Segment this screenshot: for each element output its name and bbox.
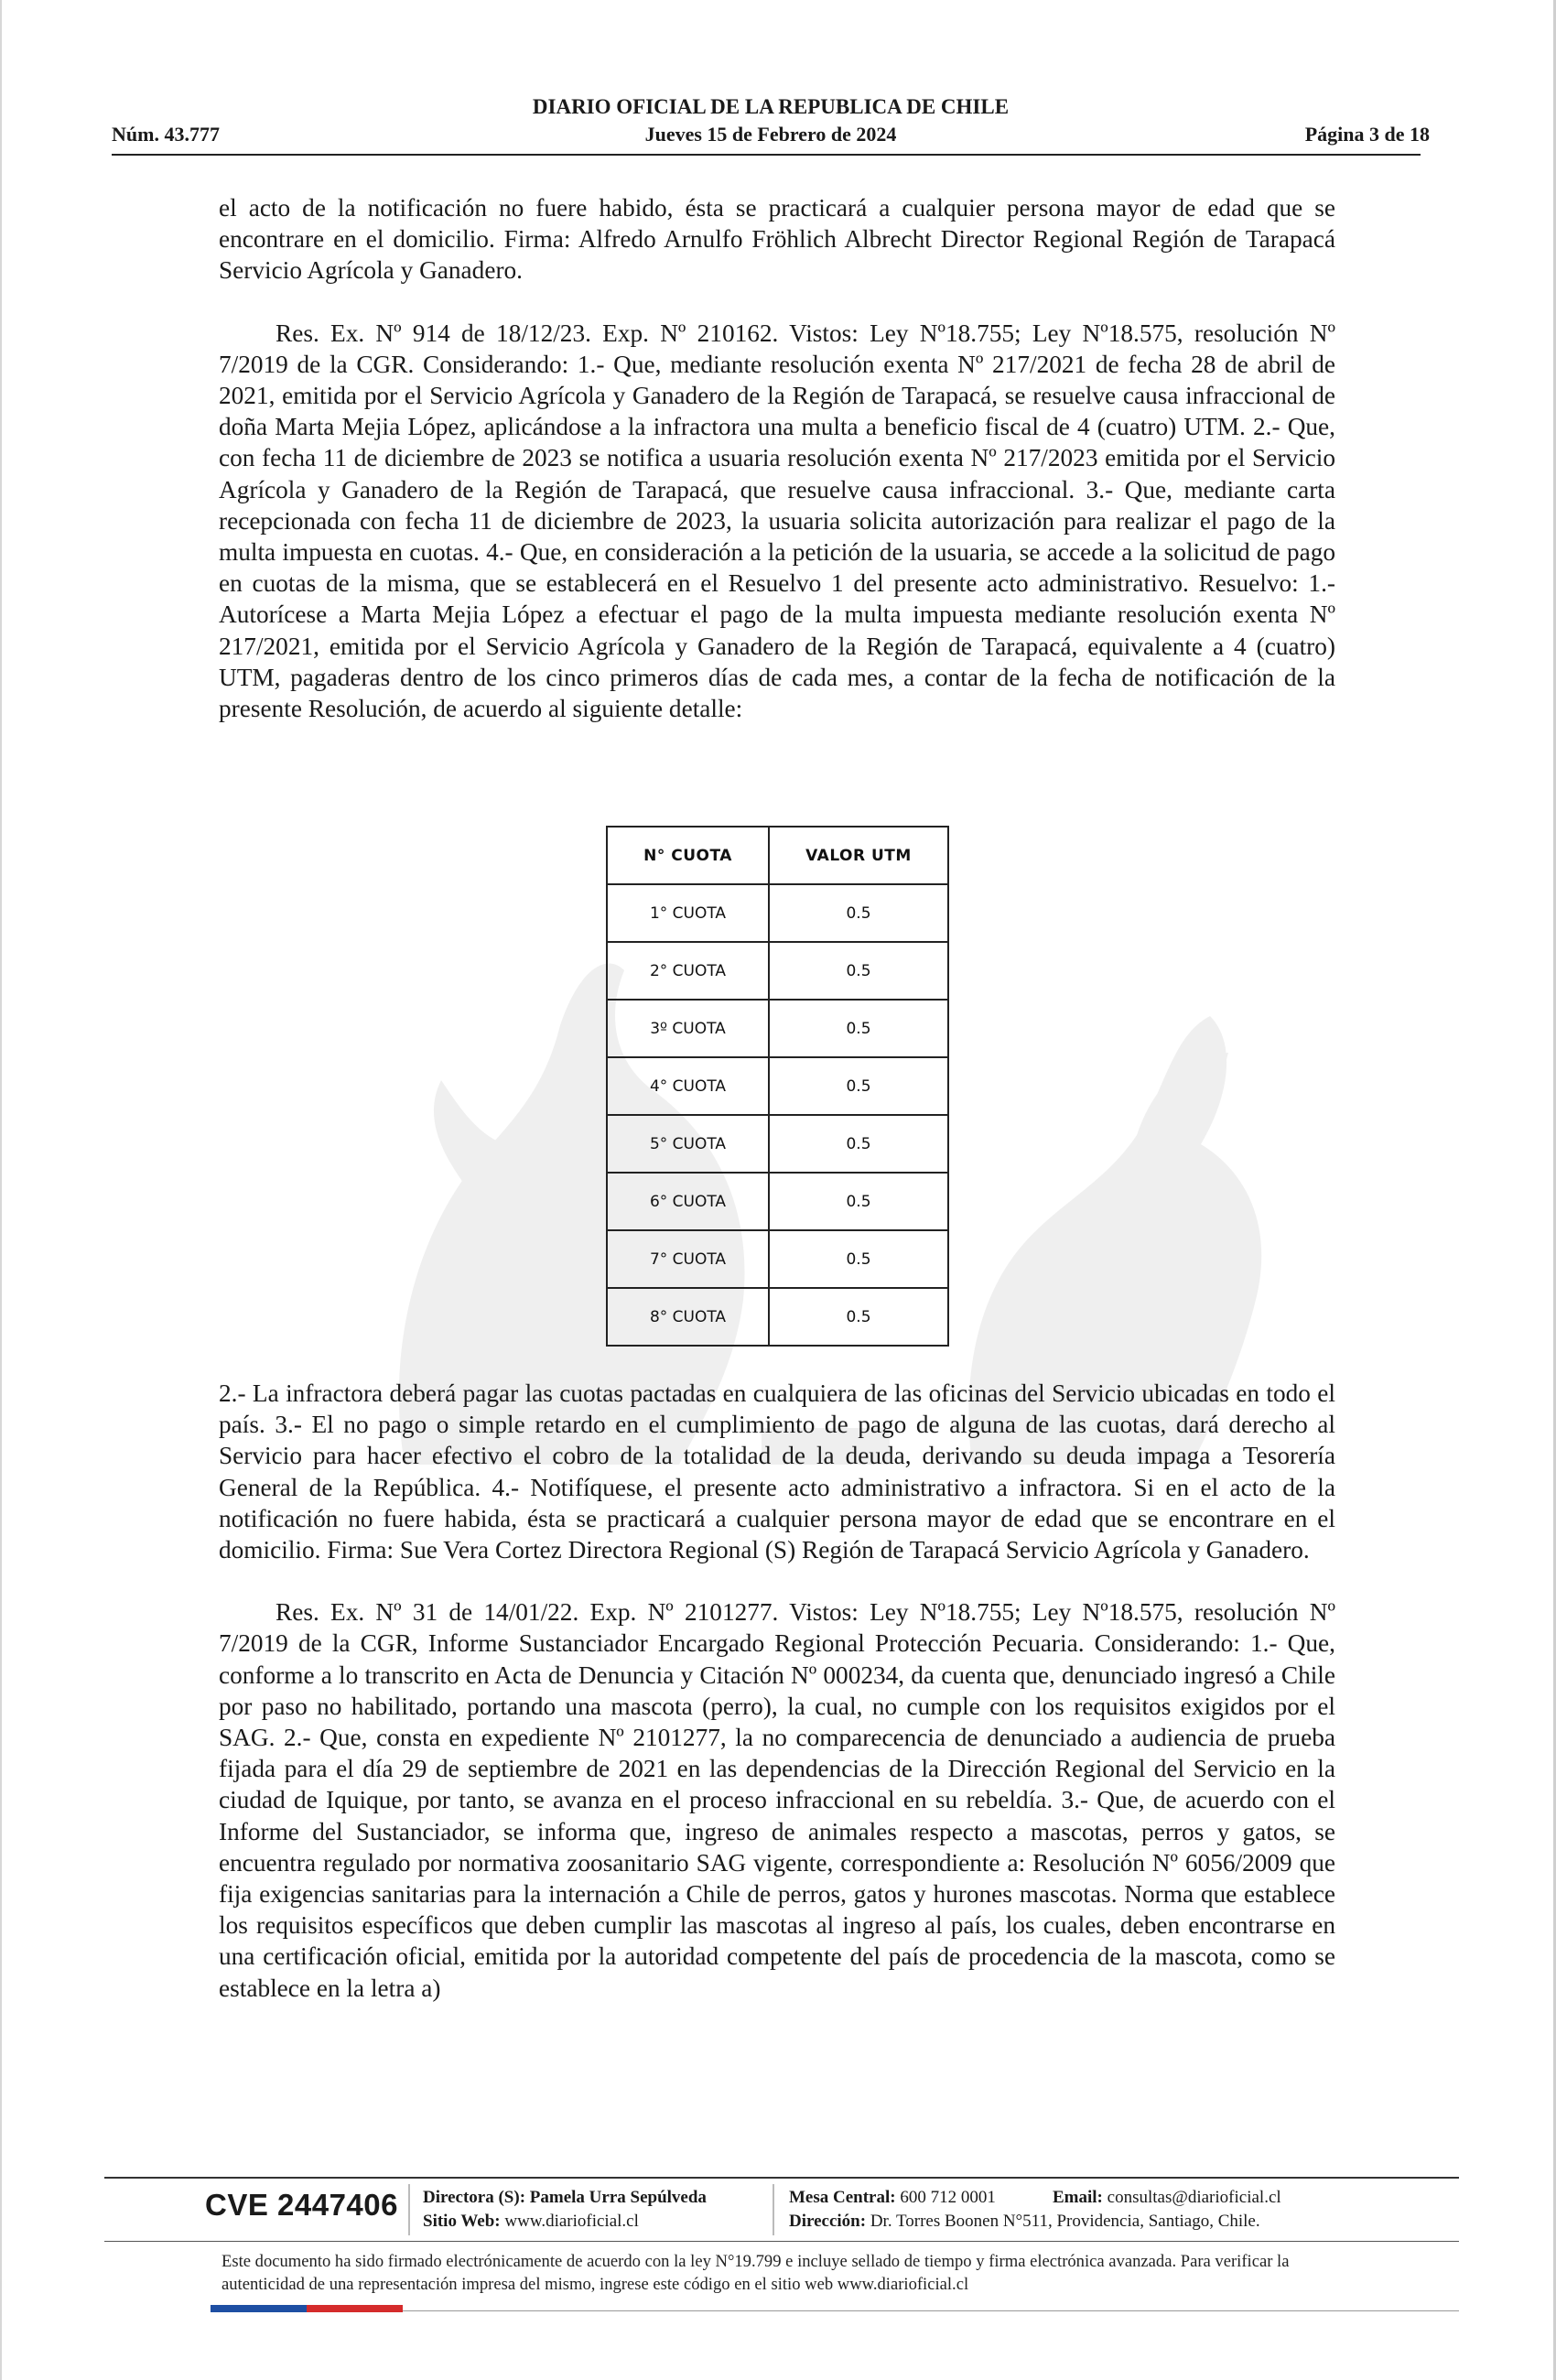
document-body [219, 192, 1335, 724]
address-value: Dr. Torres Boonen N°511, Providencia, Santiago, Chile. [870, 2212, 1260, 2231]
valor-cell: 0.5 [769, 1173, 948, 1230]
website-label: Sitio Web: [423, 2212, 501, 2231]
valor-cell: 0.5 [769, 1000, 948, 1057]
flag-color-bar [211, 2305, 403, 2312]
document-body-continued [219, 1378, 1335, 2004]
valor-cell: 0.5 [769, 1230, 948, 1288]
cuota-cell: 4° CUOTA [607, 1057, 769, 1115]
table-row [607, 942, 948, 1000]
newspaper-title: DIARIO OFICIAL DE LA REPUBLICA DE CHILE [532, 95, 1010, 118]
address-label: Dirección: [789, 2212, 867, 2231]
table-row [607, 1057, 948, 1115]
flag-red-segment [307, 2305, 403, 2312]
cuota-cell: 6° CUOTA [607, 1173, 769, 1230]
director-label: Directora (S): [423, 2188, 526, 2207]
footer-divider-top [104, 2177, 1459, 2179]
table-row [607, 884, 948, 942]
table-header-row [607, 827, 948, 884]
installments-table [606, 826, 949, 1347]
paragraph-resuelvo-continued: 2.- La infractora deberá pagar las cuotas pactadas en cualquiera de las oficinas del Servicio ubicadas en todo el país. 3.- El no pago o simple retardo en el cumplimiento de pago de alguna de las cuotas, dará derecho al Servicio para hacer efectivo el cobro de la totalidad de la deuda, derivando su deuda impaga a Tesorería General de la República. 4.- Notifíquese, el presente acto administrativo a infractora. Si en el acto de la notificación no fuere habida, ésta se practicará a cualquier persona mayor de edad que se encontrare en el domicilio. Firma: Sue Vera Cortez Directora Regional (S) Región de Tarapacá Servicio Agrícola y Ganadero. [219, 1379, 1335, 1564]
table-row [607, 1288, 948, 1346]
paragraph-continuation: el acto de la notificación no fuere habido, ésta se practicará a cualquier persona mayor de edad que se encontrare en el domicilio. Firma: Alfredo Arnulfo Fröhlich Albrecht Director Regional Región de Tarapacá Servicio Agrícola y Ganadero. [219, 194, 1335, 285]
table-row [607, 1115, 948, 1173]
valor-cell: 0.5 [769, 1288, 948, 1346]
installments-table-wrapper [606, 826, 949, 1347]
phone-label: Mesa Central: [789, 2188, 896, 2207]
valor-cell: 0.5 [769, 1057, 948, 1115]
footer-divider-bottom [104, 2241, 1459, 2242]
footer-email-block [1053, 2186, 1281, 2210]
cuota-cell: 5° CUOTA [607, 1115, 769, 1173]
footer-bottom-rule [403, 2310, 1459, 2311]
valor-cell: 0.5 [769, 942, 948, 1000]
director-name: Pamela Urra Sepúlveda [529, 2188, 707, 2207]
issue-number: Núm. 43.777 [112, 123, 220, 146]
page-footer [104, 2184, 1459, 2235]
paragraph-resolution-914: Res. Ex. Nº 914 de 18/12/23. Exp. Nº 210162. Vistos: Ley Nº18.755; Ley Nº18.575, resolución Nº 7/2019 de la CGR. Considerando: 1.- Que, mediante resolución exenta Nº 217/2021 de fecha 28 de abril de 2021, emitida por el Servicio Agrícola y Ganadero de la Región de Tarapacá, se resuelve causa infraccional de doña Marta Mejia López, aplicándose a la infractora una multa a beneficio fiscal de 4 (cuatro) UTM. 2.- Que, con fecha 11 de diciembre de 2023 se notifica a usuaria resolución exenta Nº 217/2023 emitida por el Servicio Agrícola y Ganadero de la Región de Tarapacá, que resuelve causa infraccional. 3.- Que, mediante carta recepcionada con fecha 11 de diciembre de 2023, la usuaria solicita autorización para realizar el pago de la multa impuesta en cuotas. 4.- Que, en consideración a la petición de la usuaria, se accede a la solicitud de pago en cuotas de la misma, que se establecerá en el Resuelvo 1 del presente acto administrativo. Resuelvo: 1.- Autorícese a Marta Mejia López a efectuar el pago de la multa impuesta mediante resolución exenta Nº 217/2021, emitida por el Servicio Agrícola y Ganadero de la Región de Tarapacá, equivalente a 4 (cuatro) UTM, pagaderas dentro de los cinco primeros días de cada mes, a contar de la fecha de notificación de la presente Resolución, de acuerdo al siguiente detalle: [219, 319, 1335, 723]
cuota-cell: 7° CUOTA [607, 1230, 769, 1288]
table-row [607, 1230, 948, 1288]
page-number: Página 3 de 18 [1304, 123, 1430, 146]
table-row [607, 1000, 948, 1057]
footer-separator [773, 2184, 774, 2235]
cve-code: CVE 2447406 [205, 2188, 398, 2222]
footer-director-block [423, 2186, 707, 2234]
email-label: Email: [1053, 2188, 1103, 2207]
cuota-cell: 2° CUOTA [607, 942, 769, 1000]
flag-blue-segment [211, 2305, 307, 2312]
cuota-cell: 3º CUOTA [607, 1000, 769, 1057]
cuota-cell: 8° CUOTA [607, 1288, 769, 1346]
column-header-cuota: N° CUOTA [607, 827, 769, 884]
issue-date: Jueves 15 de Febrero de 2024 [644, 123, 897, 146]
signature-disclaimer: Este documento ha sido firmado electrónicamente de acuerdo con la ley N°19.799 e incluye sellado de tiempo y firma electrónica avanzada. Para verificar la autenticidad de una representación impresa del mismo, ingrese este código en el sitio web www.diarioficial.cl [222, 2252, 1290, 2294]
valor-cell: 0.5 [769, 1115, 948, 1173]
email-link[interactable]: consultas@diarioficial.cl [1107, 2188, 1281, 2207]
column-header-valor: VALOR UTM [769, 827, 948, 884]
phone-value: 600 712 0001 [900, 2188, 996, 2207]
cuota-cell: 1° CUOTA [607, 884, 769, 942]
paragraph-resolution-31: Res. Ex. Nº 31 de 14/01/22. Exp. Nº 2101277. Vistos: Ley Nº18.755; Ley Nº18.575, resolución Nº 7/2019 de la CGR, Informe Sustanciador Encargado Regional Protección Pecuaria. Considerando: 1.- Que, conforme a lo transcrito en Acta de Denuncia y Citación Nº 000234, da cuenta que, denunciado ingresó a Chile por paso no habilitado, portando una mascota (perro), la cual, no cumple con los requisitos exigidos por el SAG. 2.- Que, consta en expediente Nº 2101277, la no comparecencia de denunciado a audiencia de prueba fijada para el día 29 de septiembre de 2021 en las dependencias de la Dirección Regional del Servicio en la ciudad de Iquique, por tanto, se avanza en el proceso infraccional en su rebeldía. 3.- Que, de acuerdo con el Informe del Sustanciador, se informa que, ingreso de animales respecto a mascotas, perros y gatos, se encuentra regulado por normativa zoosanitario SAG vigente, correspondiente a: Resolución Nº 6056/2009 que fija exigencias sanitarias para la internación a Chile de perros, gatos y hurones mascotas. Norma que establece los requisitos específicos que deben cumplir las mascotas al ingreso al país, los cuales, deben encontrarse en una certificación oficial, emitida por la autoridad competente del país de procedencia de la mascota, como se establece en la letra a) [219, 1598, 1335, 2002]
header-divider [112, 154, 1421, 156]
valor-cell: 0.5 [769, 884, 948, 942]
table-row [607, 1173, 948, 1230]
website-link[interactable]: www.diarioficial.cl [504, 2212, 639, 2231]
page-header [112, 95, 1430, 150]
footer-separator [408, 2184, 410, 2235]
